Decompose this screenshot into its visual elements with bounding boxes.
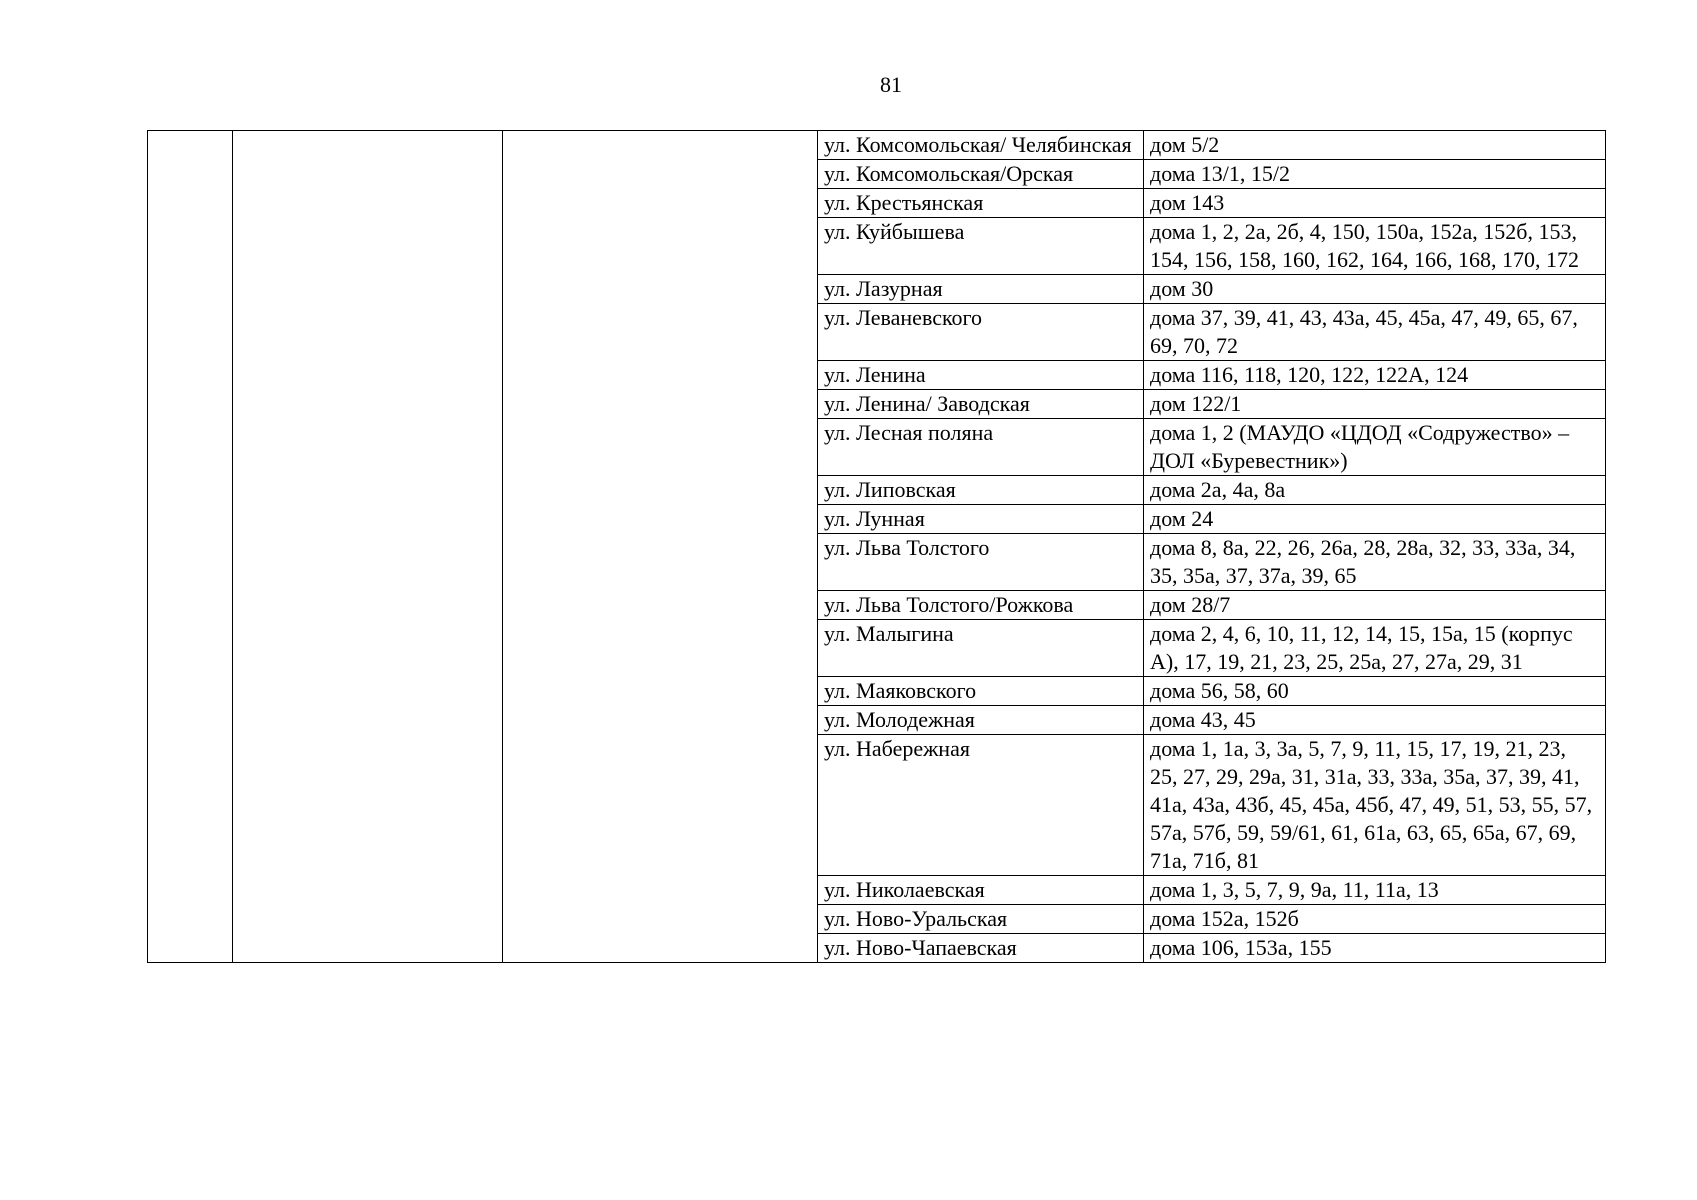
- houses-cell: дома 1, 2 (МАУДО «ЦДОД «Содружество» – ДОЛ «Буревестник»): [1144, 419, 1606, 476]
- street-cell: ул. Куйбышева: [818, 218, 1144, 275]
- page-number: 81: [880, 72, 902, 97]
- houses-cell: дома 1, 3, 5, 7, 9, 9а, 11, 11а, 13: [1144, 876, 1606, 905]
- street-cell: ул. Маяковского: [818, 677, 1144, 706]
- street-cell: ул. Малыгина: [818, 620, 1144, 677]
- houses-cell: дома 56, 58, 60: [1144, 677, 1606, 706]
- street-cell: ул. Лазурная: [818, 275, 1144, 304]
- address-table: [147, 130, 1606, 963]
- street-cell: ул. Ново-Уральская: [818, 905, 1144, 934]
- street-cell: ул. Молодежная: [818, 706, 1144, 735]
- houses-cell: дом 30: [1144, 275, 1606, 304]
- district-column-cell: [233, 131, 503, 963]
- street-cell: ул. Льва Толстого/Рожкова: [818, 591, 1144, 620]
- houses-cell: дом 122/1: [1144, 390, 1606, 419]
- table-row: [148, 131, 1606, 160]
- houses-cell: дом 24: [1144, 505, 1606, 534]
- street-cell: ул. Леваневского: [818, 304, 1144, 361]
- street-cell: ул. Лесная поляна: [818, 419, 1144, 476]
- houses-cell: дома 2а, 4а, 8а: [1144, 476, 1606, 505]
- houses-cell: дома 1, 2, 2а, 2б, 4, 150, 150а, 152а, 152б, 153, 154, 156, 158, 160, 162, 164, 166, 168, 170, 172: [1144, 218, 1606, 275]
- street-cell: ул. Николаевская: [818, 876, 1144, 905]
- institution-column-cell: [503, 131, 818, 963]
- street-cell: ул. Ленина: [818, 361, 1144, 390]
- houses-cell: дома 37, 39, 41, 43, 43а, 45, 45а, 47, 49, 65, 67, 69, 70, 72: [1144, 304, 1606, 361]
- houses-cell: дома 13/1, 15/2: [1144, 160, 1606, 189]
- houses-cell: дома 43, 45: [1144, 706, 1606, 735]
- street-cell: ул. Лунная: [818, 505, 1144, 534]
- street-cell: ул. Ново-Чапаевская: [818, 934, 1144, 963]
- street-cell: ул. Льва Толстого: [818, 534, 1144, 591]
- street-cell: ул. Набережная: [818, 735, 1144, 876]
- houses-cell: дома 1, 1а, 3, 3а, 5, 7, 9, 11, 15, 17, 19, 21, 23, 25, 27, 29, 29а, 31, 31а, 33, 33а, 35а, 37, 39, 41, 41а, 43а, 43б, 45, 45а, 45б, 47, 49, 51, 53, 55, 57, 57а, 57б, 59, 59/61, 61, 61а, 63, 65, 65а, 67, 69, 71а, 71б, 81: [1144, 735, 1606, 876]
- address-table-body: [148, 131, 1606, 963]
- houses-cell: дома 106, 153а, 155: [1144, 934, 1606, 963]
- number-column-cell: [148, 131, 233, 963]
- street-cell: ул. Липовская: [818, 476, 1144, 505]
- houses-cell: дом 143: [1144, 189, 1606, 218]
- houses-cell: дом 28/7: [1144, 591, 1606, 620]
- street-cell: ул. Крестьянская: [818, 189, 1144, 218]
- houses-cell: дома 152а, 152б: [1144, 905, 1606, 934]
- houses-cell: дома 116, 118, 120, 122, 122А, 124: [1144, 361, 1606, 390]
- houses-cell: дома 2, 4, 6, 10, 11, 12, 14, 15, 15а, 15 (корпус А), 17, 19, 21, 23, 25, 25а, 27, 27а, 29, 31: [1144, 620, 1606, 677]
- street-cell: ул. Комсомольская/ Челябинская: [818, 131, 1144, 160]
- houses-cell: дом 5/2: [1144, 131, 1606, 160]
- street-cell: ул. Ленина/ Заводская: [818, 390, 1144, 419]
- street-cell: ул. Комсомольская/Орская: [818, 160, 1144, 189]
- houses-cell: дома 8, 8а, 22, 26, 26а, 28, 28а, 32, 33, 33а, 34, 35, 35а, 37, 37а, 39, 65: [1144, 534, 1606, 591]
